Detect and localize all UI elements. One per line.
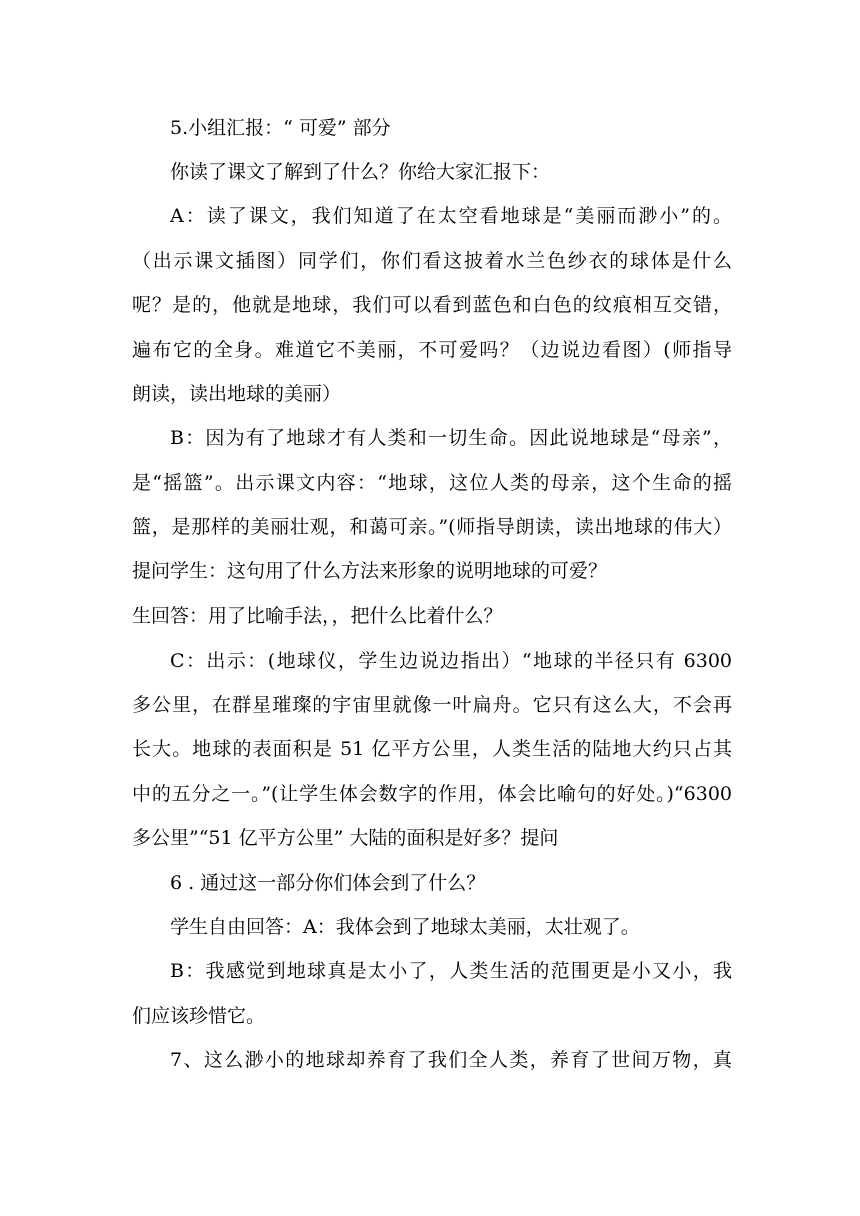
- paragraph-line: 中的五分之一。”(让学生体会数字的作用，体会比喻句的好处。)“6300: [132, 783, 732, 805]
- paragraph-line: 们应该珍惜它。: [132, 1005, 266, 1027]
- paragraph-line: （出示课文插图）同学们，你们看这披着水兰色纱衣的球体是什么: [132, 250, 732, 272]
- paragraph-line: 学生自由回答：A：我体会到了地球太美丽，太壮观了。: [170, 916, 640, 938]
- section-heading-5: 5.小组汇报：“ 可爱” 部分: [170, 117, 391, 139]
- paragraph-line: A：读了课文，我们知道了在太空看地球是“美丽而渺小”的。: [170, 205, 732, 227]
- paragraph-line: B：因为有了地球才有人类和一切生命。因此说地球是“母亲”，: [170, 427, 732, 449]
- paragraph-line: 是“摇篮”。出示课文内容：“地球，这位人类的母亲，这个生命的摇: [132, 472, 732, 494]
- paragraph-line: 遍布它的全身。难道它不美丽，不可爱吗？（边说边看图）(师指导: [132, 339, 732, 361]
- paragraph-line: 多公里”“51 亿平方公里” 大陆的面积是好多？提问: [132, 827, 559, 849]
- paragraph-line: 篮，是那样的美丽壮观，和蔼可亲。”(师指导朗读，读出地球的伟大）: [132, 516, 732, 538]
- paragraph-line: 你读了课文了解到了什么？你给大家汇报下：: [170, 161, 551, 183]
- paragraph-line: 长大。地球的表面积是 51 亿平方公里，人类生活的陆地大约只占其: [132, 738, 732, 760]
- section-heading-7: 7、这么渺小的地球却养育了我们全人类，养育了世间万物，真: [170, 1049, 732, 1071]
- paragraph-line: B：我感觉到地球真是太小了，人类生活的范围更是小又小，我: [170, 960, 732, 982]
- paragraph-line: 呢？是的，他就是地球，我们可以看到蓝色和白色的纹痕相互交错，: [132, 294, 732, 316]
- paragraph-line: 提问学生：这句用了什么方法来形象的说明地球的可爱？: [132, 560, 608, 582]
- section-heading-6: 6 . 通过这一部分你们体会到了什么？: [170, 872, 486, 894]
- paragraph-line: C：出示：(地球仪，学生边说边指出）“地球的半径只有 6300: [170, 650, 732, 672]
- paragraph-line: 多公里，在群星璀璨的宇宙里就像一叶扁舟。它只有这么大，不会再: [132, 694, 732, 716]
- paragraph-line: 朗读，读出地球的美丽）: [132, 383, 342, 405]
- paragraph-line: 生回答：用了比喻手法，，把什么比着什么？: [132, 605, 503, 627]
